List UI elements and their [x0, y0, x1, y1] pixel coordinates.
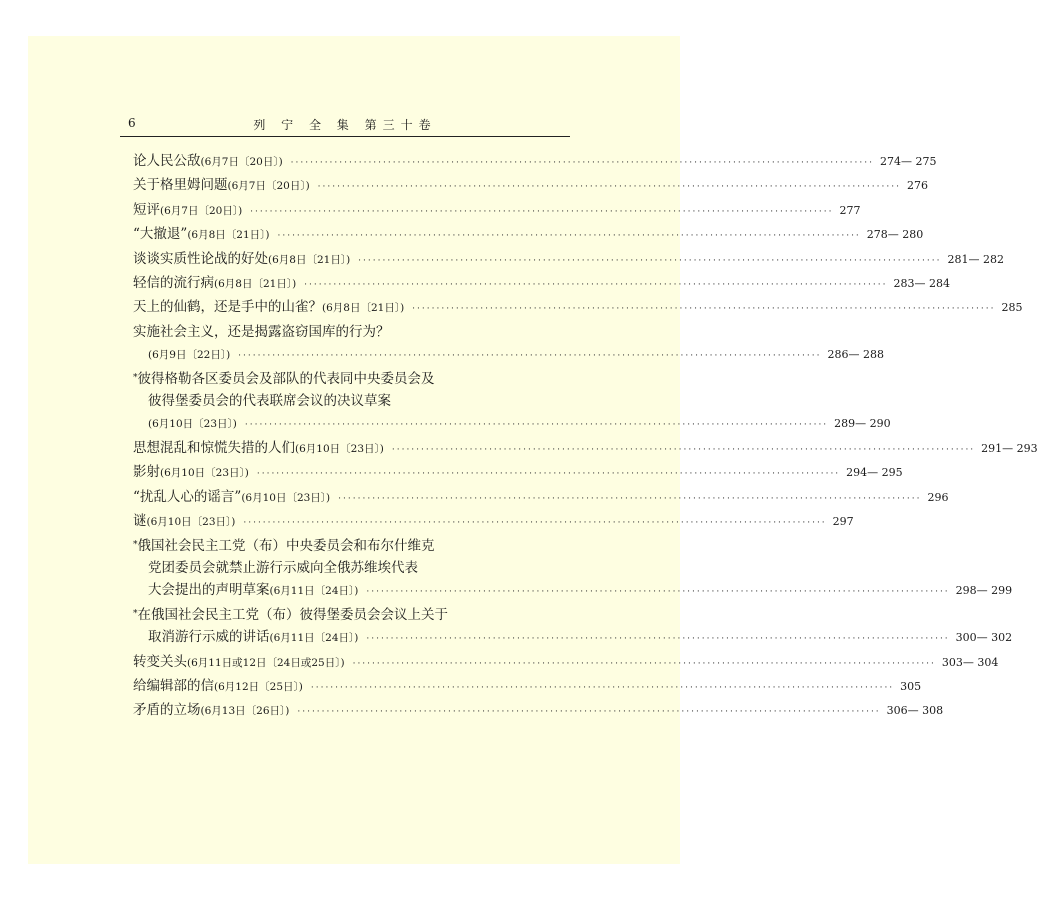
- toc-date: (6月7日〔20日〕): [227, 180, 310, 193]
- dot-leader: ························································································································: [366, 634, 950, 645]
- toc-line: [133, 321, 576, 343]
- toc-line-text: [133, 604, 448, 626]
- toc-line: [133, 174, 928, 198]
- toc-title: 关于格里姆问题: [133, 177, 228, 194]
- dot-leader: ························································································································: [338, 493, 922, 504]
- toc-entry: [133, 604, 1013, 651]
- toc-entry: [133, 223, 924, 247]
- toc-date: (6月10日〔23日〕): [146, 516, 236, 529]
- page-range: 297: [832, 515, 854, 529]
- toc-date: (6月10日〔23日〕): [241, 491, 331, 504]
- toc-entry: [133, 248, 1004, 272]
- toc-date: (6月8日〔21日〕): [322, 302, 405, 315]
- toc-line-text: [133, 675, 303, 698]
- page-range: 283— 284: [893, 277, 950, 291]
- toc-line-text: [148, 343, 230, 366]
- toc-title: 取消游行示威的讲话: [148, 629, 270, 646]
- toc-title: 轻信的流行病: [133, 275, 214, 292]
- toc-date: (6月10日〔23日〕): [160, 467, 249, 480]
- page-header: [120, 116, 570, 137]
- dot-leader: ························································································································: [304, 280, 888, 291]
- dot-leader: ························································································································: [366, 587, 950, 598]
- toc-date: (6月10日〔23日〕): [148, 418, 237, 431]
- dot-leader: ························································································································: [290, 158, 874, 168]
- page-range: 296: [927, 490, 949, 504]
- dot-leader: ························································································································: [250, 206, 834, 217]
- toc-title: “大撤退”: [133, 226, 188, 243]
- toc-line-text: [133, 321, 390, 343]
- dot-leader: ························································································································: [352, 658, 936, 669]
- toc-line: [133, 390, 576, 412]
- toc-line-text: [133, 486, 330, 509]
- toc-title: 论人民公敌: [133, 153, 201, 169]
- toc-line: [133, 604, 576, 626]
- page-range: 303— 304: [941, 655, 999, 669]
- toc-line-text: [133, 174, 310, 197]
- dot-leader: ························································································································: [310, 682, 895, 693]
- toc-line-text: [133, 223, 269, 246]
- toc-line: [133, 461, 903, 485]
- toc-line-text: [148, 412, 237, 435]
- toc-date: (6月7日〔20日〕): [200, 156, 283, 168]
- dot-leader: ························································································································: [277, 231, 861, 242]
- running-title: 列 宁 全 集 第三十卷: [253, 118, 437, 132]
- toc-entry: [133, 535, 1013, 604]
- dot-leader: ························································································································: [238, 351, 822, 362]
- toc-title: 短评: [133, 201, 160, 218]
- toc-line-text: [133, 150, 283, 173]
- toc-line: [133, 699, 944, 723]
- page-range: 285: [1001, 301, 1023, 315]
- dot-leader: ························································································································: [256, 469, 841, 480]
- toc-title: 实施社会主义，还是揭露盗窃国库的行为？: [133, 323, 390, 340]
- toc-line-text: [148, 579, 358, 602]
- toc-line-text: [133, 461, 249, 484]
- dot-leader: ························································································································: [244, 420, 829, 431]
- toc-entry: [133, 272, 950, 296]
- toc-entry: [133, 699, 944, 723]
- toc-entry: [133, 437, 1038, 461]
- page-range: 278— 280: [866, 228, 924, 242]
- toc-date: (6月12日〔25日〕): [214, 680, 303, 693]
- toc-date: (6月10日〔23日〕): [295, 442, 384, 455]
- toc-line: [133, 486, 949, 510]
- toc-title: 谈谈实质性论战的好处: [133, 250, 268, 267]
- toc-date: (6月13日〔26日〕): [200, 705, 290, 718]
- toc-line-text: [133, 437, 384, 460]
- footnote-star-icon: *: [133, 372, 138, 383]
- dot-leader: ························································································································: [317, 182, 901, 193]
- page-number: 6: [128, 116, 136, 130]
- toc-date: (6月11日〔24日〕): [269, 632, 359, 645]
- toc-line: [133, 343, 884, 367]
- toc-line: [133, 579, 1013, 603]
- footnote-star-icon: *: [133, 608, 138, 619]
- toc-line: [133, 150, 937, 174]
- toc-entry: [133, 150, 937, 174]
- toc-entry: [133, 174, 928, 198]
- page-range: 274— 275: [879, 155, 937, 168]
- toc-line-text: [133, 651, 345, 674]
- toc-line-text: [133, 699, 289, 722]
- toc-date: (6月11日或12日〔24日或25日〕): [187, 656, 345, 669]
- toc-line-text: [133, 296, 404, 319]
- toc-title: 谜: [133, 513, 147, 530]
- toc-title: 给编辑部的信: [133, 677, 214, 694]
- toc-date: (6月9日〔22日〕): [148, 349, 231, 362]
- toc-title: 彼得堡委员会的代表联席会议的决议草案: [148, 393, 391, 410]
- toc-line-text: [133, 199, 242, 222]
- page-range: 294— 295: [846, 466, 903, 480]
- toc-line: [133, 296, 1023, 320]
- page-range: 305: [900, 679, 922, 693]
- dot-leader: ························································································································: [297, 707, 881, 718]
- toc-line: [133, 557, 576, 579]
- toc-title: 大会提出的声明草案: [148, 582, 270, 599]
- toc-line: [133, 535, 576, 557]
- toc-line: [133, 199, 861, 223]
- toc-entry: [133, 368, 891, 437]
- toc-line-text: [148, 626, 358, 649]
- toc-line: [133, 437, 1038, 461]
- toc-entry: [133, 651, 999, 675]
- toc-title: 转变关头: [133, 653, 187, 670]
- toc-entry: [133, 321, 884, 368]
- dot-leader: ························································································································: [412, 304, 996, 315]
- page-range: 300— 302: [955, 631, 1013, 645]
- page-range: 277: [839, 203, 861, 217]
- dot-leader: ························································································································: [243, 518, 827, 529]
- toc-title: 党团委员会就禁止游行示威向全俄苏维埃代表: [148, 559, 418, 576]
- toc-title: 天上的仙鹤，还是手中的山雀？: [133, 299, 322, 316]
- toc-line: [133, 626, 1013, 650]
- toc-title: 矛盾的立场: [133, 702, 201, 719]
- page-range: 306— 308: [886, 704, 944, 718]
- toc-line: [133, 675, 922, 699]
- page-range: 298— 299: [955, 584, 1013, 598]
- toc-entry: [133, 296, 1023, 320]
- toc-line-text: [133, 535, 435, 557]
- page-range: 286— 288: [827, 348, 884, 362]
- toc-line: [133, 368, 576, 390]
- toc-title: 影射: [133, 464, 160, 481]
- toc-line-text: [133, 510, 235, 533]
- toc-entry: [133, 510, 854, 534]
- toc-date: (6月8日〔21日〕): [214, 278, 297, 291]
- toc-entry: [133, 675, 922, 699]
- toc-line-text: [133, 272, 296, 295]
- toc-line: [133, 223, 924, 247]
- toc-line: [133, 272, 950, 296]
- table-of-contents: [133, 150, 1038, 724]
- footnote-star-icon: *: [133, 539, 138, 550]
- toc-line-text: [133, 248, 350, 271]
- toc-date: (6月7日〔20日〕): [160, 204, 243, 217]
- toc-title: 在俄国社会民主工党（布）彼得堡委员会会议上关于: [137, 606, 448, 623]
- toc-date: (6月8日〔21日〕): [268, 253, 351, 266]
- dot-leader: ························································································································: [391, 444, 976, 455]
- toc-line: [133, 412, 891, 436]
- toc-title: “扰乱人心的谣言”: [133, 488, 242, 505]
- toc-entry: [133, 461, 903, 485]
- toc-title: 俄国社会民主工党（布）中央委员会和布尔什维克: [137, 537, 435, 554]
- page-range: 291— 293: [981, 441, 1038, 455]
- toc-line-text: [148, 390, 391, 412]
- page-range: 276: [906, 179, 928, 193]
- dot-leader: ························································································································: [358, 255, 942, 266]
- toc-line-text: [133, 368, 435, 390]
- toc-line-text: [148, 557, 418, 579]
- toc-title: 思想混乱和惊慌失措的人们: [133, 439, 295, 456]
- toc-date: (6月11日〔24日〕): [269, 585, 359, 598]
- toc-line: [133, 248, 1004, 272]
- toc-entry: [133, 199, 861, 223]
- toc-entry: [133, 486, 949, 510]
- toc-line: [133, 510, 854, 534]
- page-range: 289— 290: [834, 417, 891, 431]
- toc-date: (6月8日〔21日〕): [187, 229, 270, 242]
- page-range: 281— 282: [947, 252, 1004, 266]
- toc-line: [133, 651, 999, 675]
- toc-title: 彼得格勒各区委员会及部队的代表同中央委员会及: [137, 370, 435, 387]
